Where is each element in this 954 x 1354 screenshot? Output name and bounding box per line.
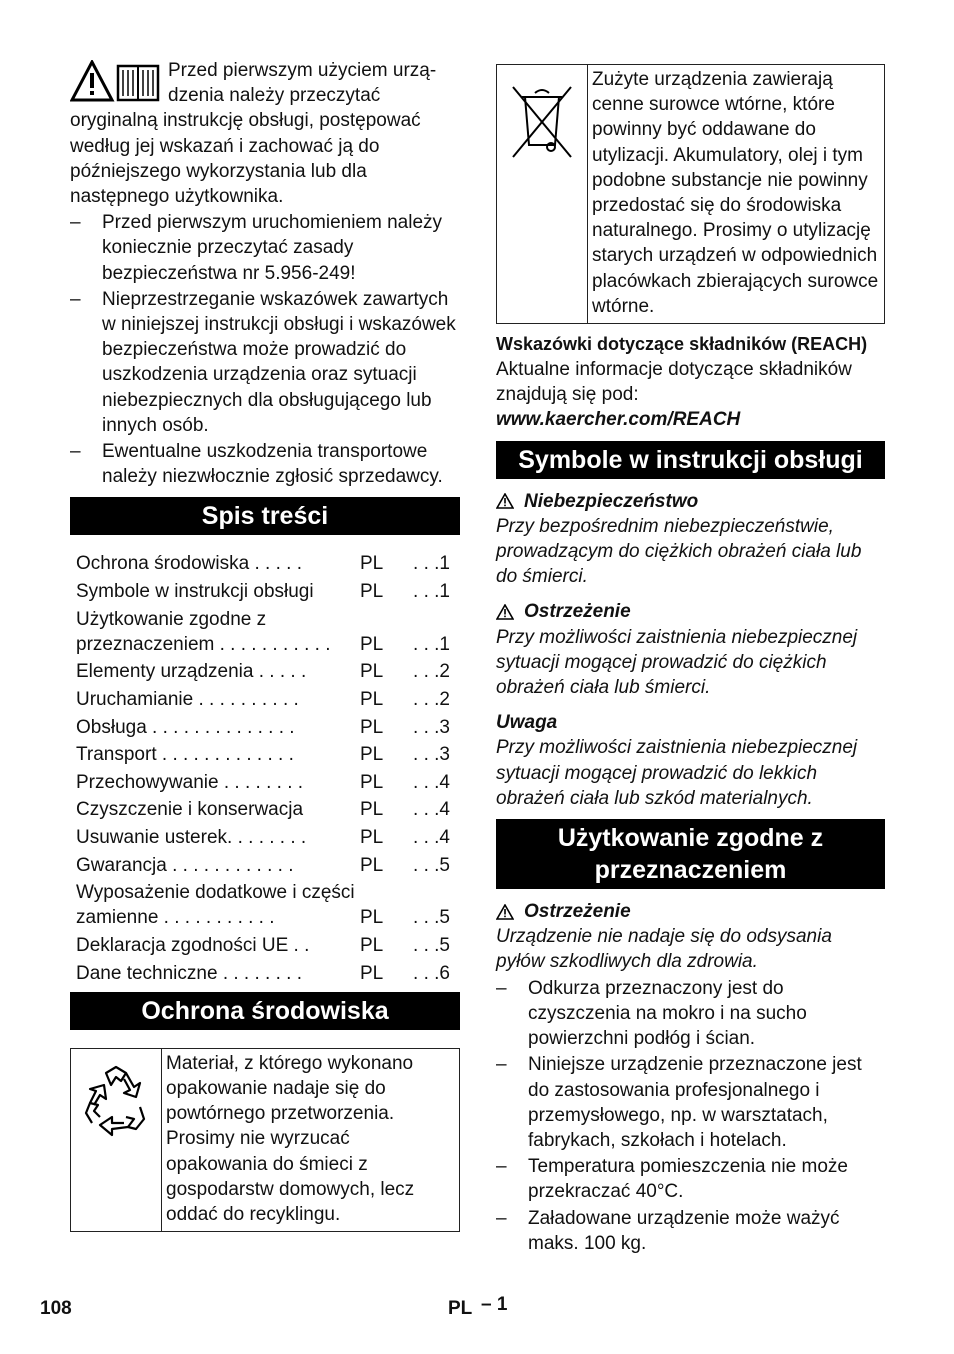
caution-title: Uwaga xyxy=(496,712,558,734)
warning-manual-icon xyxy=(70,60,162,104)
toc-entry-title: Gwarancja . . . . . . . . . . . . xyxy=(76,854,294,876)
caution-text: Przy możliwości zaistnienia niebezpiecznej sytuacji mogącej prowadzić do lekkich obrażeń ciała lub szkód materialnych. xyxy=(496,737,858,809)
recycle-box xyxy=(70,1048,460,1232)
toc-row[interactable] xyxy=(70,797,460,822)
toc-entry-title: Użytkowanie zgodne z przeznaczeniem . . . . . . . . . . . xyxy=(76,608,331,655)
weee-text: Zużyte urządzenia zawierają cenne surowce wtórne, które powinny być oddawane do utylizacji. Akumulatory, olej i tym podobne substancje nie powinny przedostać się do środowiska naturalnego. Prosimy o utylizację starych urządzeń w odpowiednich placówkach zbierających surowce wtórne. xyxy=(592,69,879,317)
warning-triangle-icon xyxy=(496,493,514,509)
toc-entry-page: . . .1 xyxy=(413,633,450,655)
toc-entry-lang: PL xyxy=(360,827,384,848)
intended-bullet-text: Załadowane urządzenie może ważyć maks. 100 kg. xyxy=(528,1207,840,1254)
right-column xyxy=(496,64,885,1256)
toc-entry-page: . . .5 xyxy=(413,934,450,956)
toc-entry-lang: PL xyxy=(360,744,384,766)
intended-bullet-text: Niniejsze urządzenie przeznaczone jest do zastosowania profesjonalnego i przemysłowego, np. w warsztatach, fabrykach, szkołach i hotelach. xyxy=(528,1054,862,1151)
table-of-contents xyxy=(70,551,460,985)
dash-marker: – xyxy=(70,212,81,234)
toc-entry-title: Wyposażenie dodatkowe i części zamienne . . . . . . . . . . . xyxy=(76,882,355,929)
dash-marker: – xyxy=(496,1207,507,1229)
toc-entry-lang: PL xyxy=(360,716,384,738)
crossed-bin-icon xyxy=(497,65,588,323)
toc-row[interactable] xyxy=(70,880,460,930)
toc-entry-lang: PL xyxy=(360,633,384,655)
intended-bullet-text: Temperatura pomieszczenia nie może przekraczać 40°C. xyxy=(528,1156,848,1203)
warning-triangle-icon xyxy=(496,604,514,620)
toc-row[interactable] xyxy=(70,579,460,604)
warning-triangle-icon xyxy=(496,904,514,920)
dash-marker: – xyxy=(70,441,81,463)
left-column xyxy=(70,58,460,1232)
dash-marker: – xyxy=(496,977,507,999)
env-heading: Ochrona środowiska xyxy=(70,992,460,1030)
intended-bullet xyxy=(496,976,885,1052)
caution-heading xyxy=(496,710,885,735)
toc-entry-title: Dane techniczne . . . . . . . . xyxy=(76,962,302,984)
toc-row[interactable] xyxy=(70,825,460,850)
toc-entry-lang: PL xyxy=(360,962,384,984)
toc-entry-page: . . .4 xyxy=(413,771,450,793)
toc-entry-title: Obsługa . . . . . . . . . . . . . . xyxy=(76,716,295,738)
intended-bullet xyxy=(496,1052,885,1153)
toc-entry-page: . . .3 xyxy=(413,716,450,738)
toc-entry-page: . . .4 xyxy=(413,799,450,821)
footer-lang: PL xyxy=(448,1298,473,1319)
toc-entry-lang: PL xyxy=(360,771,384,793)
intended-warning-text: Urządzenie nie nadaje się do odsysania pyłów szkodliwych dla zdrowia. xyxy=(496,926,832,973)
reach-link[interactable]: www.kaercher.com/REACH xyxy=(496,409,741,431)
toc-entry-title: Przechowywanie . . . . . . . . xyxy=(76,771,304,793)
toc-entry-title: Uruchamianie . . . . . . . . . . xyxy=(76,689,299,711)
intro-bullet xyxy=(70,439,460,489)
toc-row[interactable] xyxy=(70,551,460,576)
toc-row[interactable] xyxy=(70,742,460,767)
dash-marker: – xyxy=(496,1156,507,1178)
toc-entry-lang: PL xyxy=(360,854,384,876)
intro-text: Przed pierwszym użyciem urządzenia należy przeczytać oryginalną instrukcję obsługi, postępować według jej wskazań i zachować ją do późniejszego wykorzystania lub dla następnego użytkownika. xyxy=(70,60,437,208)
toc-entry-lang: PL xyxy=(360,581,384,603)
warning-text: Przy możliwości zaistnienia niebezpiecznej sytuacji mogącej prowadzić do ciężkich obrażeń ciała lub śmierci. xyxy=(496,626,858,699)
toc-entry-lang: PL xyxy=(360,689,384,711)
toc-entry-page: . . .2 xyxy=(413,661,450,683)
toc-heading: Spis treści xyxy=(70,497,460,535)
intro-bullet xyxy=(70,210,460,286)
footer-section-page: – 1 xyxy=(481,1294,508,1315)
toc-row[interactable] xyxy=(70,659,460,684)
intro-bullet xyxy=(70,287,460,438)
recycle-text: Materiał, z którego wykonano opakowanie nadaje się do powtórnego przetworzenia. Prosimy nie wyrzucać opakowania do śmieci z gospodarstw domowych, lecz oddać do recyklingu. xyxy=(166,1052,415,1225)
danger-title: Niebezpieczeństwo xyxy=(524,490,699,512)
toc-entry-page: . . .6 xyxy=(413,962,450,984)
danger-text: Przy bezpośrednim niebezpieczeństwie, prowadzącym do ciężkich obrażeń ciała lub do śmierci. xyxy=(496,515,862,588)
intended-bullet-text: Odkurza przeznaczony jest do czyszczenia na mokro i na sucho powierzchni podłóg i ścian. xyxy=(528,977,807,1050)
toc-entry-page: . . .4 xyxy=(413,827,450,848)
toc-entry-lang: PL xyxy=(360,907,384,929)
toc-entry-page: . . .2 xyxy=(413,689,450,711)
toc-entry-page: . . .1 xyxy=(413,581,450,603)
toc-row[interactable] xyxy=(70,715,460,740)
toc-entry-lang: PL xyxy=(360,553,384,575)
intro-section xyxy=(70,58,460,209)
intended-use-heading: Użytkowanie zgodne z przeznaczeniem xyxy=(496,819,885,889)
toc-entry-title: Deklaracja zgodności UE . . xyxy=(76,934,310,956)
symbols-heading: Symbole w instrukcji obsługi xyxy=(496,441,885,479)
toc-entry-title: Elementy urządzenia . . . . . xyxy=(76,661,307,683)
toc-entry-title: Symbole w instrukcji obsługi xyxy=(76,581,314,603)
toc-row[interactable] xyxy=(70,770,460,795)
toc-entry-lang: PL xyxy=(360,799,384,821)
toc-row[interactable] xyxy=(70,607,460,657)
toc-row[interactable] xyxy=(70,961,460,986)
intro-bullet-text: Ewentualne uszkodzenia transportowe należy niezwłocznie zgłosić sprzedawcy. xyxy=(102,441,443,488)
intended-warning-heading xyxy=(496,899,885,924)
page-number: 108 xyxy=(40,1298,72,1319)
reach-heading: Wskazówki dotyczące składników (REACH) xyxy=(496,334,868,355)
warning-heading xyxy=(496,599,885,624)
danger-heading xyxy=(496,489,885,514)
toc-entry-page: . . .5 xyxy=(413,907,450,929)
toc-entry-title: Ochrona środowiska . . . . . xyxy=(76,553,302,575)
dash-marker: – xyxy=(70,288,81,310)
reach-text: Aktualne informacje dotyczące składników znajdują się pod: xyxy=(496,359,852,406)
toc-row[interactable] xyxy=(70,853,460,878)
toc-entry-title: Transport . . . . . . . . . . . . . xyxy=(76,744,294,766)
intended-warning-title: Ostrzeżenie xyxy=(524,901,631,923)
toc-entry-lang: PL xyxy=(360,661,384,683)
intended-bullet xyxy=(496,1206,885,1256)
weee-box xyxy=(496,64,885,324)
intro-bullet-text: Nieprzestrzeganie wskazówek zawartych w niniejszej instrukcji obsługi i wskazówek bezpieczeństwa może prowadzić do uszkodzenia urządzenia oraz sytuacji niebezpiecznych dla obsługującego lub innych osób. xyxy=(102,288,456,436)
recycle-icon xyxy=(71,1049,162,1231)
intro-bullet-text: Przed pierwszym uruchomieniem należy koniecznie przeczytać zasady bezpieczeństwa nr 5.956-249! xyxy=(102,212,443,284)
toc-entry-page: . . .1 xyxy=(413,553,450,575)
toc-row[interactable] xyxy=(70,687,460,712)
warning-title: Ostrzeżenie xyxy=(524,601,631,623)
toc-entry-title: Czyszczenie i konserwacja xyxy=(76,799,304,821)
toc-entry-title: Usuwanie usterek. . . . . . . . xyxy=(76,827,307,848)
dash-marker: – xyxy=(496,1054,507,1076)
toc-row[interactable] xyxy=(70,933,460,958)
toc-entry-lang: PL xyxy=(360,934,384,956)
toc-entry-page: . . .5 xyxy=(413,854,450,876)
intended-bullet xyxy=(496,1154,885,1204)
toc-entry-page: . . .3 xyxy=(413,744,450,766)
